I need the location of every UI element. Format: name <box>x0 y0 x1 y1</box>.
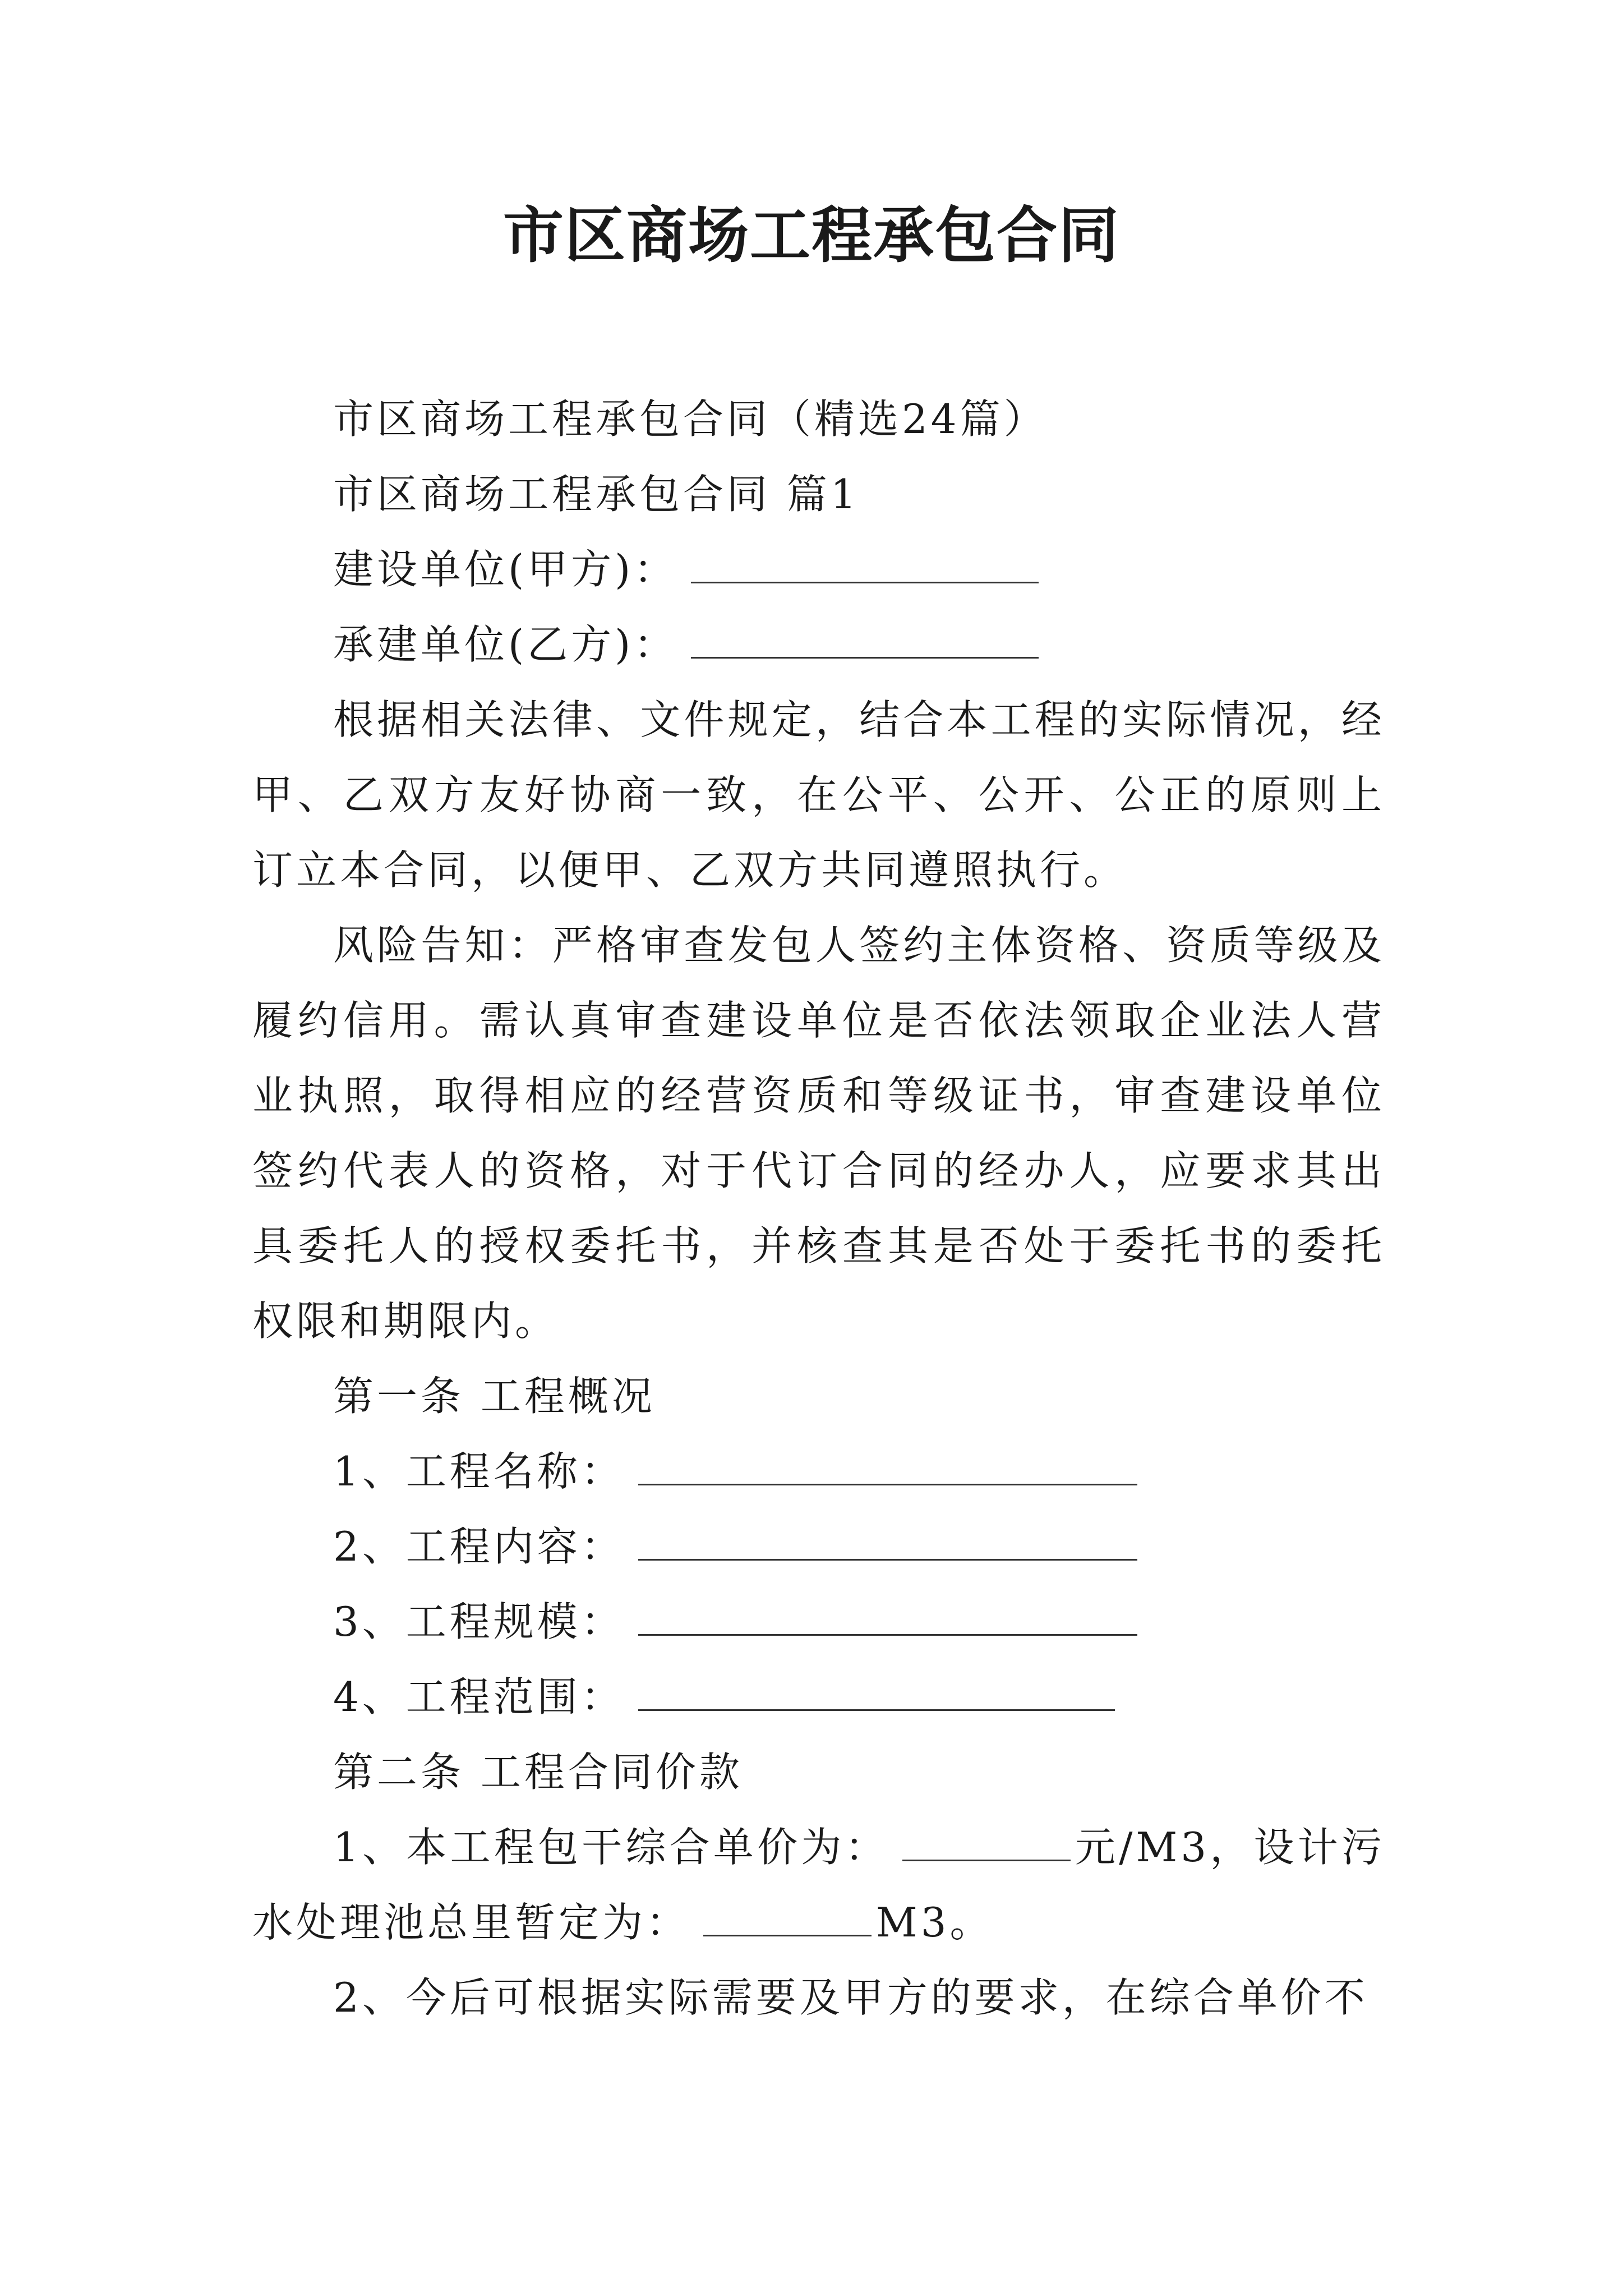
document-title: 市区商场工程承包合同 <box>502 200 1120 271</box>
item-3-label: 3、工程规模： <box>333 1598 625 1645</box>
subtitle: 市区商场工程承包合同（精选24篇） <box>333 395 1048 443</box>
item-2-blank <box>638 1520 1137 1561</box>
volume-blank <box>703 1895 872 1936</box>
article-2-heading: 第二条 工程合同价款 <box>333 1749 743 1796</box>
price-paragraph <box>252 1810 1385 1960</box>
item-4-blank <box>638 1670 1115 1711</box>
party-a-label: 建设单位(甲方)： <box>333 546 678 593</box>
item-project-scale <box>252 1584 1385 1659</box>
intro-paragraph: 根据相关法律、文件规定，结合本工程的实际情况，经甲、乙双方友好协商一致，在公平、公开、公正的原则上订立本合同，以便甲、乙双方共同遵照执行。 <box>252 696 1385 894</box>
item-2-label: 2、工程内容： <box>333 1523 625 1570</box>
party-b-blank <box>691 618 1039 659</box>
price-part-2: 元/M3，设计污水处理池总里暂定为： <box>252 1824 1386 1946</box>
price-part-1: 1、本工程包干综合单价为： <box>333 1824 889 1871</box>
party-b-line <box>252 607 1385 682</box>
party-a-line <box>252 532 1385 607</box>
party-b-label: 承建单位(乙方)： <box>333 621 678 668</box>
item-3-blank <box>638 1595 1137 1636</box>
price-part-3: M3。 <box>876 1899 994 1946</box>
item-4-label: 4、工程范围： <box>333 1673 625 1720</box>
adjust-paragraph: 2、今后可根据实际需要及甲方的要求，在综合单价不 <box>333 1974 1368 2021</box>
risk-paragraph: 风险告知：严格审查发包人签约主体资格、资质等级及履约信用。需认真审查建设单位是否依法领取企业法人营业执照，取得相应的经营资质和等级证书，审查建设单位签约代表人的资格，对于代订合同的经办人，应要求其出具委托人的授权委托书，并核查其是否处于委托书的委托权限和期限内。 <box>252 922 1385 1345</box>
item-1-label: 1、工程名称： <box>333 1448 625 1495</box>
party-a-blank <box>691 542 1039 583</box>
article-1-heading: 第一条 工程概况 <box>333 1373 656 1420</box>
unit-price-blank <box>902 1820 1071 1861</box>
document-body <box>252 381 1385 2035</box>
item-project-scope <box>252 1659 1385 1734</box>
item-project-name <box>252 1434 1385 1509</box>
item-project-content <box>252 1509 1385 1584</box>
item-1-blank <box>638 1444 1137 1485</box>
chapter-heading: 市区商场工程承包合同 篇1 <box>333 471 860 518</box>
